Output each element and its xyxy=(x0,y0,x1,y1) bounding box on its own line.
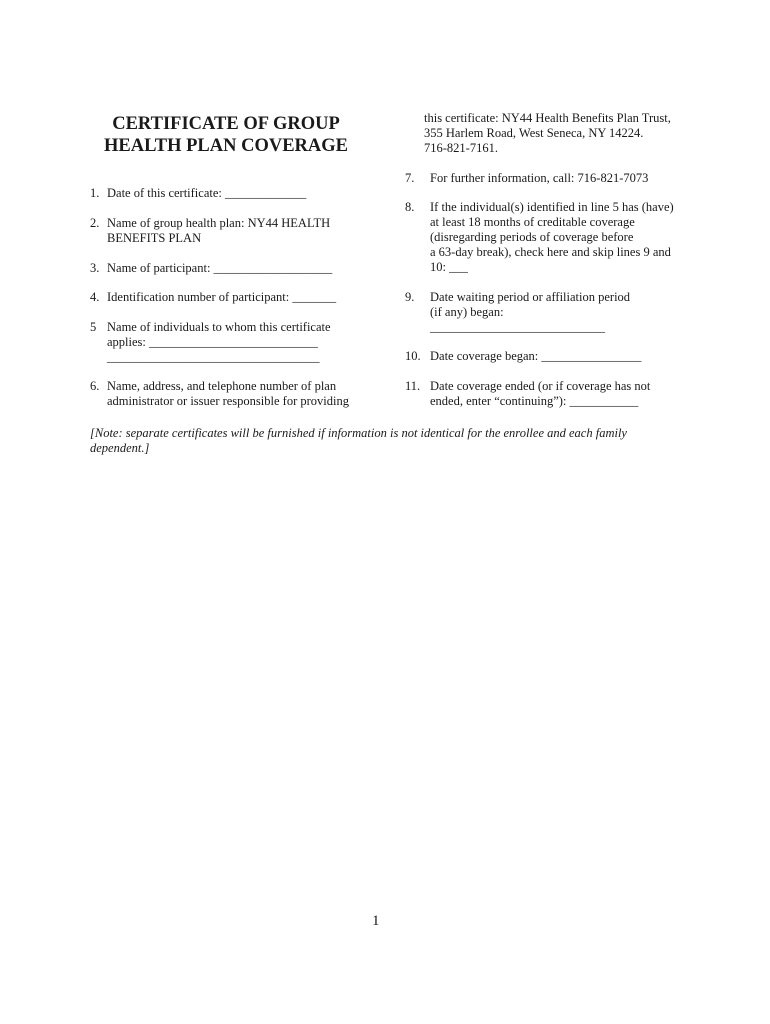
page-title xyxy=(90,113,362,157)
continuation-line: 716-821-7161. xyxy=(424,141,498,155)
item-line: __________________________________ xyxy=(107,350,320,364)
item-line: Date waiting period or affiliation period xyxy=(430,290,631,304)
item-line: If the individual(s) identified in line 5 has (have) xyxy=(430,200,674,214)
item-number: 7. xyxy=(405,171,415,185)
item-line: Date coverage began: ________________ xyxy=(430,349,642,363)
item-line: Date of this certificate: _____________ xyxy=(107,186,307,200)
item-number: 6. xyxy=(90,379,100,393)
separate-certificates-note xyxy=(90,426,650,456)
item-number: 5 xyxy=(90,320,97,334)
note-line-1: [Note: separate certificates will be furnished if information is not identical for the enrollee and each family xyxy=(90,426,627,440)
item-line: administrator or issuer responsible for providing xyxy=(107,394,349,408)
item-line: ended, enter “continuing”): ___________ xyxy=(430,394,639,408)
title-line-2: HEALTH PLAN COVERAGE xyxy=(104,136,348,156)
page-number: 1 xyxy=(372,913,380,929)
item-line: Identification number of participant: _______ xyxy=(107,290,337,304)
item-line: For further information, call: 716-821-7073 xyxy=(430,171,649,185)
item-line: Name of group health plan: NY44 HEALTH xyxy=(107,216,331,230)
item-number: 9. xyxy=(405,290,415,304)
item-number: 8. xyxy=(405,200,415,214)
item-number: 3. xyxy=(90,261,100,275)
item-line: at least 18 months of creditable coverage xyxy=(430,215,635,229)
item-number: 4. xyxy=(90,290,100,304)
item-number: 10. xyxy=(405,349,421,363)
item-line: applies: ___________________________ xyxy=(107,335,318,349)
item-line: 10: ___ xyxy=(430,260,468,274)
item-line: a 63-day break), check here and skip lines 9 and xyxy=(430,245,671,259)
continuation-line: 355 Harlem Road, West Seneca, NY 14224. xyxy=(424,126,644,140)
item-line: Name of individuals to whom this certificate xyxy=(107,320,331,334)
item-line: BENEFITS PLAN xyxy=(107,231,202,245)
item-line: ____________________________ xyxy=(430,320,605,334)
item-line: (disregarding periods of coverage before xyxy=(430,230,634,244)
item-number: 1. xyxy=(90,186,100,200)
continuation-line: this certificate: NY44 Health Benefits Plan Trust, xyxy=(424,111,671,125)
item-6-continuation xyxy=(424,111,684,156)
item-line: Name of participant: ___________________ xyxy=(107,261,333,275)
item-number: 2. xyxy=(90,216,100,230)
item-line: Name, address, and telephone number of plan xyxy=(107,379,337,393)
title-line-1: CERTIFICATE OF GROUP xyxy=(112,114,340,134)
item-number: 11. xyxy=(405,379,421,393)
note-line-2: dependent.] xyxy=(90,441,150,455)
item-line: (if any) began: xyxy=(430,305,504,319)
item-line: Date coverage ended (or if coverage has not xyxy=(430,379,651,393)
